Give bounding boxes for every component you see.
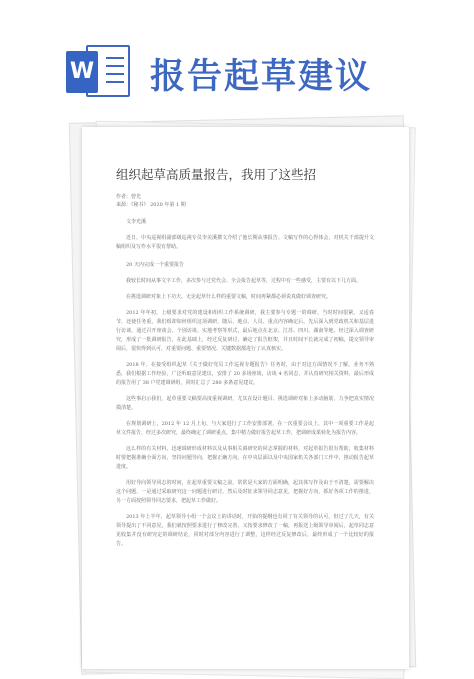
body-paragraph: 2018 年，在接受组织起草《关于做好党员工作巡视专题报告》任务时，由于对这方面情况不了解，业务不熟悉，我们根据工作经验，广泛听取意见建议，安排了 20 多场座谈，访谈 4 名同志，并认真研究相关资料，最后形成的报告用了 38 户党建调研组，同时汇总了 280 多条意见建议。 bbox=[116, 362, 374, 386]
document-content bbox=[116, 165, 374, 549]
document-page bbox=[82, 127, 409, 669]
document-author: 作者：曾光 bbox=[116, 194, 142, 200]
body-paragraph: 这么样的有关材料，迅速调研形成材料以及从事相关调研究的同志掌握的材料，对起草报告很有帮助，收集材料时要把握准确全面方向，坚持问题导向，把握正确方向，在中央层面以及中央国家机关各部门工作中，推动报告起草进度。 bbox=[116, 446, 374, 470]
banner-title: 报告起草建议 bbox=[150, 57, 373, 97]
word-logo-letter: W bbox=[66, 51, 98, 93]
banner bbox=[0, 0, 474, 115]
body-paragraph: 这些事启示我们，起草重要文稿要高度重视调研，尤其在设计题目、挑选调研对象上多动脑筋，力争把真实情况摸清楚。 bbox=[116, 396, 374, 411]
body-paragraph: 在规划调研上，2012 年 12 月上旬，与大家进行了工作安排部署，在一次重要会议上，其中一项重要工作是起草文件报告，经过多次研究，最终确定了调研重点，集中精力做好报告起草工作，把调研成果转化为报告内容。 bbox=[116, 421, 374, 436]
text-line-icon bbox=[106, 81, 124, 83]
section-heading: 20 天内完成一个重要报告 bbox=[126, 262, 184, 268]
body-paragraph: 在挑选调研对象上下功夫。无论起草什么样的重要文稿，时间再紧都必须说真做好调查研究。 bbox=[126, 294, 332, 300]
word-document-icon bbox=[66, 43, 132, 99]
body-paragraph: 我较长时间从事文字工作，多次参与过党代会、全会报告起草等，过程中有一些感受，主要有以下几方面。 bbox=[126, 278, 362, 284]
body-paragraph: 用好导向领导同志的时间，在起草重要文稿之前，常常是大家的方面明确，起其体写作及由于不清楚，需要解决这个问题，一是通过采取研究这一问题进行研讨，然后及时征求领导同志意见，把握好方向，抓好各项工作的推进，另一方面按照领导同志要求，把起草工作做好。 bbox=[116, 480, 374, 504]
document-intro: 近日，中央巡视组副部级巡视专员李美溪撰文介绍了他长期从事报告、文稿写作的心得体会，对机关干部提升文稿组织及写作水平很有帮助。 bbox=[116, 235, 374, 250]
body-paragraph: 2012 年年初，上级要求对党的建设和组织工作系统调研，我主要参与专题一的调研，当时时间很紧，又适春节，还使任务重，我们组却如何组织这项调研，随后，地点、人员、重点内容确定后，先后深入到党政机关和基层进行访谈，通过召开座谈会、个别访谈、实地考察等形式，最后地点在北京、江苏、四川、湖南等地，经过深入调查研究，形成了一批调研报告，在此基础上，经过反复研讨，确定了报告框架，并且时间不长就完成了初稿，提交领导审阅后，很快得到认可，对重要问题、重要情况、关键数据都进行了认真核实。 bbox=[116, 310, 374, 352]
text-line-icon bbox=[106, 57, 124, 59]
document-preface: 文李光溪 bbox=[126, 219, 147, 225]
document-title: 组织起草高质量报告，我用了这些招 bbox=[116, 167, 317, 182]
body-paragraph: 2013 年上半年，起草领导小组一个会议上的讲话时，开始的提纲也有同了有关领导的认可，但过了几天，有关领导提出了不同意见，我们就按照要求进行了修改完善，又按要求修改了一稿，再报送上级领导审阅后，起草同志意见收集并没有研究定的调研结论，同时对部分内容进行了调整，这样经过反复修改后，最终形成了一个比较好的报告。 bbox=[116, 514, 374, 547]
text-line-icon bbox=[106, 65, 124, 67]
text-line-icon bbox=[106, 73, 124, 75]
document-source: 来源：《秘书》 2020 年第 1 期 bbox=[116, 202, 186, 208]
